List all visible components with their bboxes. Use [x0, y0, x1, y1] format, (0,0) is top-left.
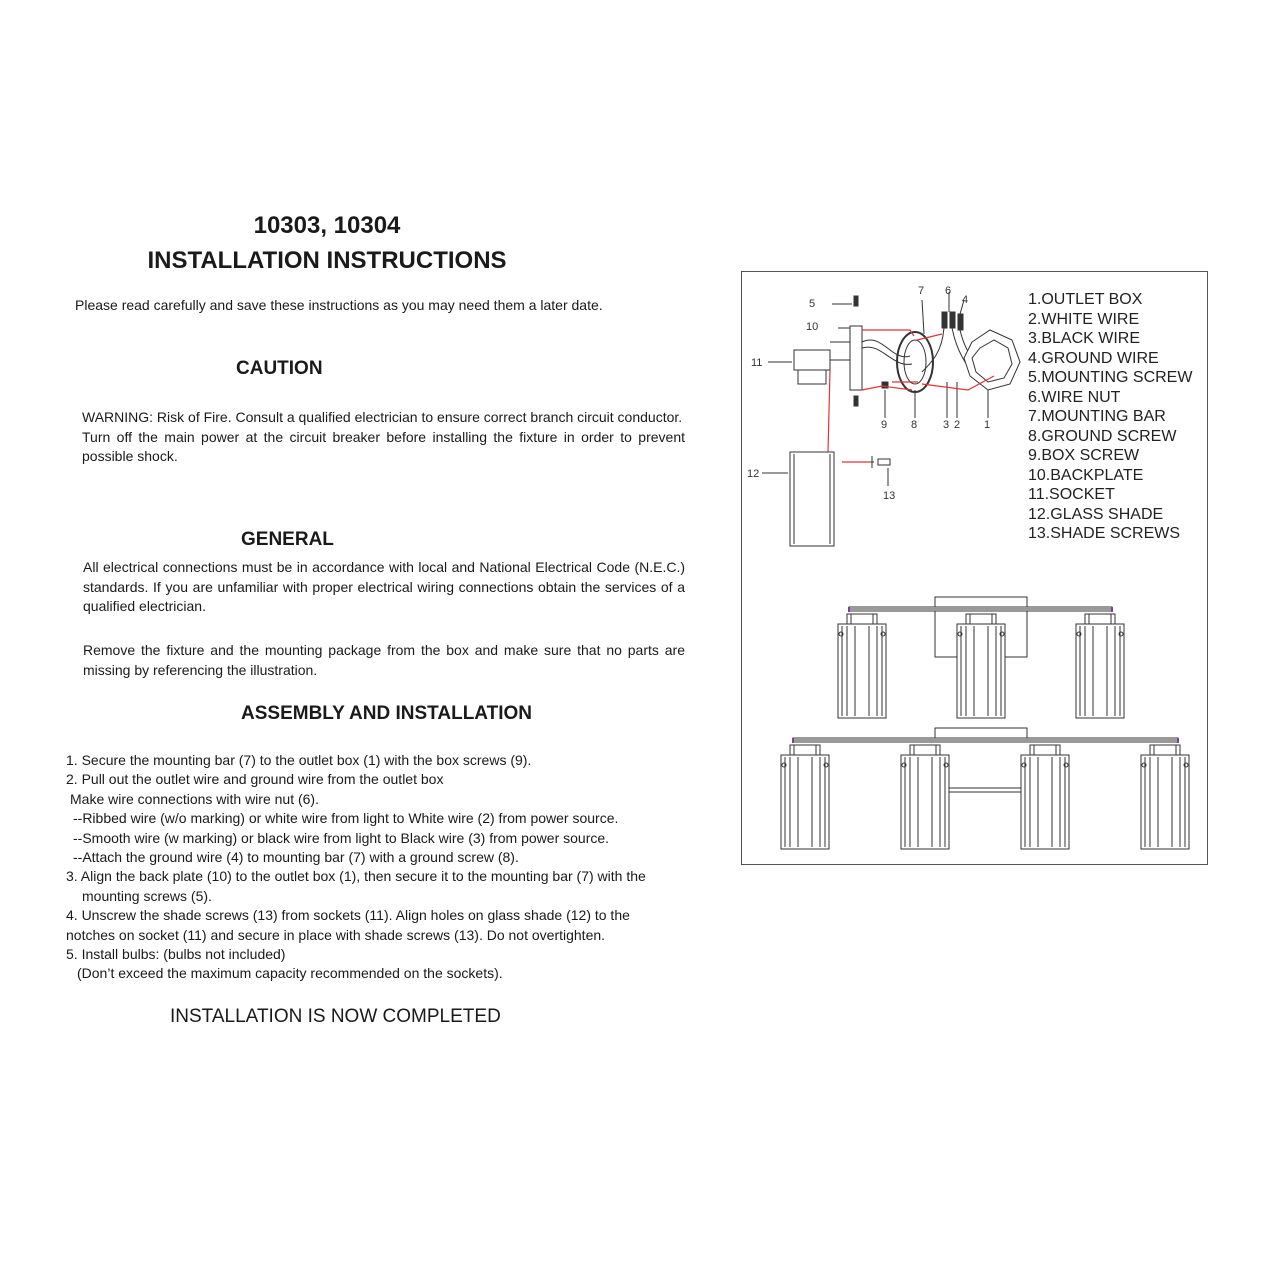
completed-text: INSTALLATION IS NOW COMPLETED — [170, 1006, 501, 1027]
callout-6: 6 — [945, 285, 952, 297]
four-light-fixture — [781, 728, 1189, 849]
parts-list-item: 5.MOUNTING SCREW — [1028, 369, 1193, 386]
step-line: --Smooth wire (w marking) or black wire from light to Black wire (3) from power source. — [73, 829, 610, 846]
callout-8: 8 — [911, 419, 918, 431]
callout-1: 1 — [984, 419, 991, 431]
step-line: 1. Secure the mounting bar (7) to the outlet box (1) with the box screws (9). — [66, 752, 532, 768]
callout-9: 9 — [881, 419, 888, 431]
callout-2: 2 — [954, 419, 961, 431]
intro-text: Please read carefully and save these instructions as you may need them a later date. — [75, 297, 603, 313]
caution-text — [82, 408, 685, 467]
step-line: 2. Pull out the outlet wire and ground wire from the outlet box — [66, 771, 444, 788]
model-numbers: 10303, 10304 — [253, 212, 401, 239]
step-line: (Don’t exceed the maximum capacity recommended on the sockets). — [77, 965, 503, 982]
parts-list-item: 8.GROUND SCREW — [1028, 427, 1177, 445]
step-line: --Ribbed wire (w/o marking) or white wire from light to White wire (2) from power source. — [73, 810, 619, 827]
general-text-2: Remove the fixture and the mounting package from the box and make sure that no parts are missing by referencing the illustration. — [83, 642, 685, 678]
parts-list-item: 9.BOX SCREW — [1028, 447, 1140, 464]
callout-3: 3 — [943, 419, 950, 431]
step-line: mounting screws (5). — [82, 887, 212, 904]
caution-heading: CAUTION — [236, 358, 323, 379]
step-line: notches on socket (11) and secure in place with shade screws (13). Do not overtighten. — [66, 926, 606, 943]
assembly-steps — [66, 751, 646, 984]
parts-diagram — [741, 271, 1208, 865]
callout-13: 13 — [883, 490, 896, 502]
page-title: INSTALLATION INSTRUCTIONS — [147, 247, 507, 274]
callout-7: 7 — [918, 285, 925, 297]
parts-list-item: 7.MOUNTING BAR — [1028, 408, 1166, 425]
assembly-heading: ASSEMBLY AND INSTALLATION — [241, 703, 532, 724]
parts-list-item: 4.GROUND WIRE — [1028, 349, 1159, 367]
callout-12: 12 — [747, 468, 760, 480]
step-line: Make wire connections with wire nut (6). — [70, 790, 319, 807]
parts-list-item: 2.WHITE WIRE — [1028, 310, 1140, 328]
parts-list-item: 3.BLACK WIRE — [1028, 330, 1141, 347]
step-line: 5. Install bulbs: (bulbs not included) — [66, 946, 286, 963]
step-line: 3. Align the back plate (10) to the outlet box (1), then secure it to the mounting bar (7) with the — [66, 868, 646, 885]
step-line: --Attach the ground wire (4) to mounting bar (7) with a ground screw (8). — [73, 849, 519, 866]
callout-11: 11 — [751, 357, 763, 369]
general-text-1: All electrical connections must be in accordance with local and National Electrical Code (N.E.C.) standards. If you are unfamiliar with proper electrical wiring connections obtain the services of a qualified electrician. — [83, 559, 685, 615]
caution-power-off: Turn off the main power at the circuit breaker before installing the fixture in order to prevent possible shock. — [82, 428, 685, 465]
callout-5: 5 — [809, 298, 816, 310]
parts-list-item: 13.SHADE SCREWS — [1028, 525, 1181, 542]
callout-4: 4 — [962, 294, 969, 306]
parts-list-item: 1.OUTLET BOX — [1028, 291, 1143, 308]
general-heading: GENERAL — [241, 529, 334, 550]
parts-list-item: 11.SOCKET — [1028, 486, 1115, 503]
parts-list-item: 6.WIRE NUT — [1028, 388, 1121, 406]
caution-warning: WARNING: Risk of Fire. Consult a qualified electrician to ensure correct branch circuit conductor. — [82, 409, 683, 425]
three-light-fixture — [838, 597, 1124, 718]
parts-list — [1028, 290, 1192, 544]
callout-10: 10 — [806, 321, 819, 333]
parts-list-item: 10.BACKPLATE — [1028, 466, 1144, 484]
parts-list-item: 12.GLASS SHADE — [1028, 505, 1164, 523]
step-line: 4. Unscrew the shade screws (13) from sockets (11). Align holes on glass shade (12) to the — [66, 907, 630, 924]
